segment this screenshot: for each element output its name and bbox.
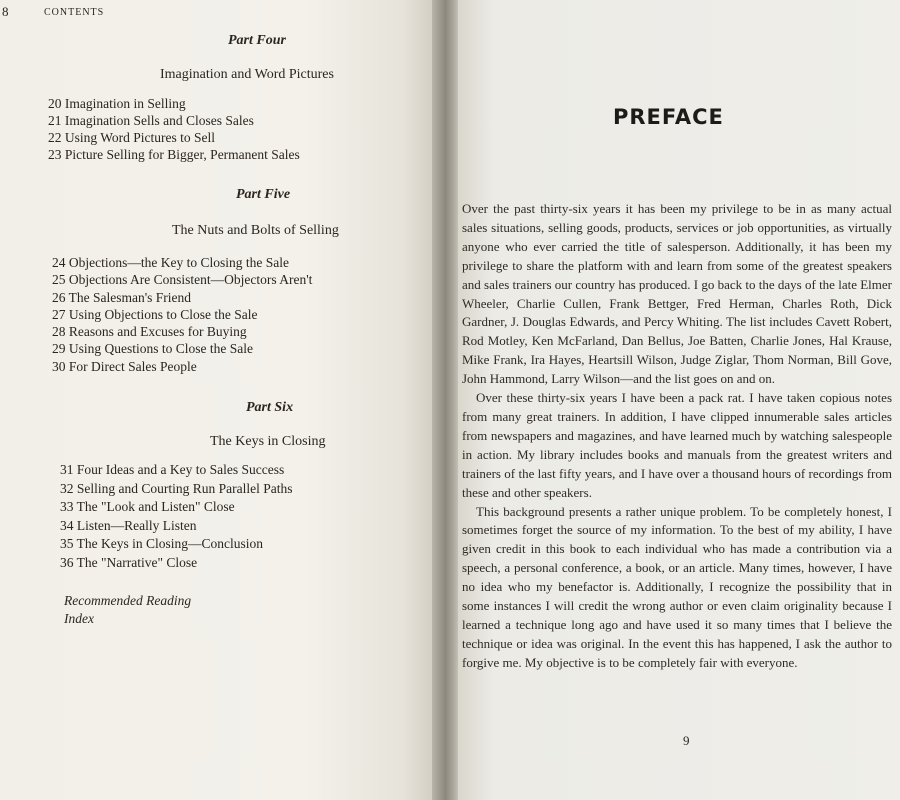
toc-item: 23 Picture Selling for Bigger, Permanent Sales: [48, 147, 300, 162]
toc-item: 24 Objections—the Key to Closing the Sale: [52, 255, 289, 270]
preface-title: PREFACE: [613, 105, 724, 129]
toc-item: 32 Selling and Courting Run Parallel Paths: [60, 481, 293, 496]
toc-item: 26 The Salesman's Friend: [52, 290, 192, 305]
toc-item: 21 Imagination Sells and Closes Sales: [48, 113, 254, 128]
toc-item: 33 The "Look and Listen" Close: [60, 499, 235, 514]
recommended-reading: Recommended Reading: [64, 593, 192, 608]
toc-item: 27 Using Objections to Close the Sale: [52, 307, 258, 322]
preface-body: [462, 200, 892, 673]
right-page-number: 9: [683, 733, 690, 748]
toc-item: 20 Imagination in Selling: [48, 96, 186, 111]
index-entry: Index: [64, 611, 94, 626]
running-head: CONTENTS: [44, 7, 105, 18]
left-page: [0, 0, 438, 800]
toc-item: 34 Listen—Really Listen: [60, 518, 197, 533]
preface-paragraph: Over these thirty-six years I have been a pack rat. I have taken copious notes from many great trainers. In addition, I have clipped innumerable sales articles from newspapers and magazines, and have learned much by watching salespeople in action. My library includes books and manuals from the greatest writers and trainers of the last fifty years, and I have over a thousand hours of recordings from these and other speakers.: [462, 390, 892, 500]
part-five-heading: Part Five: [236, 187, 291, 202]
toc-item: 31 Four Ideas and a Key to Sales Success: [60, 462, 285, 477]
toc-item: 35 The Keys in Closing—Conclusion: [60, 536, 264, 551]
toc-item: 25 Objections Are Consistent—Objectors Aren't: [52, 272, 313, 287]
part-four-title: Imagination and Word Pictures: [160, 67, 334, 82]
toc-item: 36 The "Narrative" Close: [60, 555, 198, 570]
toc-item: 22 Using Word Pictures to Sell: [48, 130, 216, 145]
part-six-title: The Keys in Closing: [210, 434, 326, 449]
left-folio: 8: [2, 4, 9, 19]
preface-paragraph: This background presents a rather unique problem. To be completely honest, I sometimes forget the source of my information. To the best of my ability, I have given credit in this book to each individual who has made a contribution via a speech, a personal conference, a book, or an article. Many times, however, I have no idea who my benefactor is. Additionally, I recognize the possibility that in some instances I will credit the wrong author or even claim originality because I learned a technique long ago and have used it so many times that I believe the technique or idea was original. In the event this has happened, I ask the author to forgive me. My objective is to be completely fair with everyone.: [462, 503, 892, 670]
toc-item: 29 Using Questions to Close the Sale: [52, 341, 253, 356]
part-six-heading: Part Six: [246, 400, 294, 415]
toc-item: 30 For Direct Sales People: [52, 359, 197, 374]
toc-item: 28 Reasons and Excuses for Buying: [52, 324, 247, 339]
preface-paragraph: Over the past thirty-six years it has been my privilege to be in as many actual sales situations, selling goods, products, services or job opportunities, as virtually anyone who ever carried the title of salesperson. Additionally, it has been my privilege to share the platform with and learn from some of the greatest speakers and sales trainers our country has produced. I go back to the days of the late Elmer Wheeler, Charlie Cullen, Frank Bettger, Fred Herman, Charles Roth, Dick Gardner, J. Douglas Edwards, and Percy Whiting. The list includes Cavett Robert, Rod Motley, Ken McFarland, Dan Bellus, Joe Batten, Charlie Jones, Hal Krause, Mike Frank, Ira Hayes, Heartsill Wilson, Judge Ziglar, Thom Norman, Bill Gove, John Hammond, Larry Wilson—and the list goes on and on.: [462, 201, 892, 387]
part-four-heading: Part Four: [228, 33, 286, 48]
part-five-title: The Nuts and Bolts of Selling: [172, 223, 339, 238]
